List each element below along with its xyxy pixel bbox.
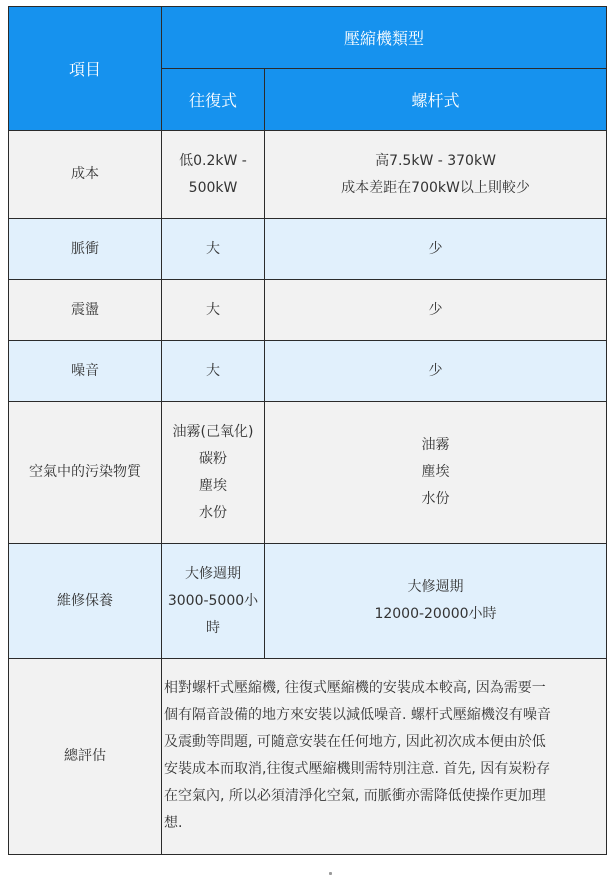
screw-cell: 少 [265, 280, 607, 341]
summary-line: 在空氣內, 所以必須清淨化空氣, 而脈衝亦需降低使操作更加理 [164, 787, 546, 804]
table-row [9, 544, 607, 659]
cell-line: 塵埃 [199, 477, 227, 494]
row-label: 維修保養 [9, 544, 162, 659]
cell-line: 低0.2kW - [179, 152, 247, 169]
row-label: 空氣中的污染物質 [9, 402, 162, 544]
cell-line: 時 [206, 619, 220, 636]
table-row [9, 402, 607, 544]
cell-line: 12000-20000小時 [374, 606, 497, 622]
screw-cell [265, 402, 607, 544]
row-label: 成本 [9, 131, 162, 219]
cell-line: 水份 [199, 504, 227, 521]
summary-text [162, 659, 607, 855]
cell-line: 大修週期 [185, 565, 241, 582]
reciprocating-cell [162, 131, 265, 219]
cell-line: 油霧(己氧化) [172, 423, 254, 440]
summary-line: 相對螺杆式壓縮機, 往復式壓縮機的安裝成本較高, 因為需要一 [164, 679, 546, 696]
cell-line: 3000-5000小 [167, 592, 259, 609]
screw-cell: 少 [265, 219, 607, 280]
reciprocating-cell [162, 544, 265, 659]
reciprocating-cell: 大 [162, 280, 265, 341]
screw-cell [265, 131, 607, 219]
row-label: 噪音 [9, 341, 162, 402]
summary-line: 及震動等問題, 可隨意安裝在任何地方, 因此初次成本便由於低 [164, 733, 546, 750]
cell-line: 水份 [421, 491, 450, 507]
table-row [9, 219, 607, 280]
cell-line: 成本差距在700kW以上則較少 [341, 179, 530, 196]
cell-line: 500kW [188, 179, 238, 196]
header-reciprocating: 往復式 [162, 69, 265, 131]
header-compressor-type: 壓縮機類型 [162, 7, 607, 69]
reciprocating-cell: 大 [162, 341, 265, 402]
header-item: 項目 [9, 7, 162, 131]
compressor-comparison-table [8, 6, 607, 855]
table-row [9, 131, 607, 219]
cell-line: 高7.5kW - 370kW [375, 152, 496, 169]
cell-line: 碳粉 [199, 450, 227, 467]
summary-line: 個有隔音設備的地方來安裝以減低噪音. 螺杆式壓縮機沒有噪音 [164, 706, 551, 723]
decorative-dot [329, 872, 332, 875]
summary-line: 想. [164, 814, 183, 831]
screw-cell [265, 544, 607, 659]
cell-line: 油霧 [421, 437, 450, 453]
cell-line: 塵埃 [421, 464, 450, 480]
table-row [9, 341, 607, 402]
reciprocating-cell: 大 [162, 219, 265, 280]
header-screw: 螺杆式 [265, 69, 607, 131]
reciprocating-cell [162, 402, 265, 544]
row-label: 脈衝 [9, 219, 162, 280]
row-label: 震盪 [9, 280, 162, 341]
summary-label: 總評估 [9, 659, 162, 855]
table-row [9, 280, 607, 341]
summary-row [9, 659, 607, 855]
summary-line: 安裝成本而取消,往復式壓縮機則需特別注意. 首先, 因有炭粉存 [164, 760, 551, 777]
screw-cell: 少 [265, 341, 607, 402]
cell-line: 大修週期 [407, 579, 464, 595]
